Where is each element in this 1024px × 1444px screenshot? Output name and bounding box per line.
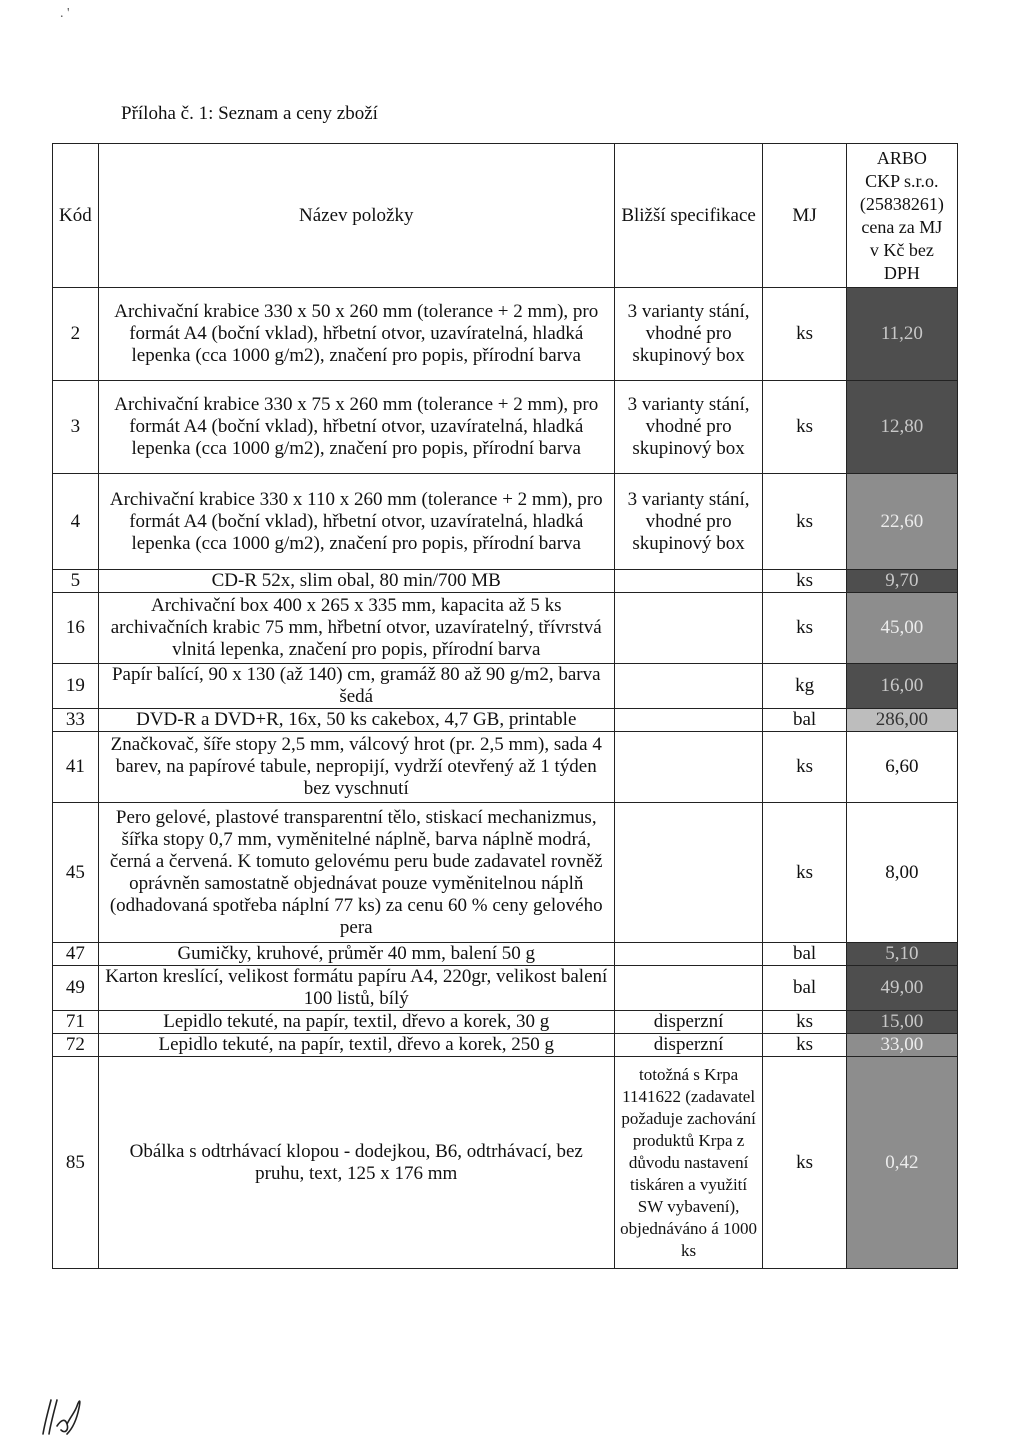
item-code: 47 [53,943,99,966]
item-unit: ks [763,593,846,664]
price-table [52,143,958,1269]
item-name: Papír balící, 90 x 130 (až 140) cm, gramáž 80 až 90 g/m2, barva šedá [98,664,614,709]
item-spec [614,732,763,803]
item-price: 8,00 [846,803,957,943]
item-name: DVD-R a DVD+R, 16x, 50 ks cakebox, 4,7 GB, printable [98,709,614,732]
item-spec: 3 varianty stání, vhodné pro skupinový box [614,288,763,381]
item-code: 3 [53,381,99,474]
item-price: 11,20 [846,288,957,381]
item-unit: ks [763,570,846,593]
item-unit: ks [763,1057,846,1269]
table-row [53,593,958,664]
item-name: Archivační krabice 330 x 75 x 260 mm (tolerance + 2 mm), pro formát A4 (boční vklad), hřbetní otvor, uzavíratelná, hladká lepenka (cca 1000 g/m2), značení pro popis, přírodní barva [98,381,614,474]
header-price-line: CKP s.r.o. [865,170,939,191]
item-unit: ks [763,474,846,570]
table-row [53,966,958,1011]
item-price: 49,00 [846,966,957,1011]
table-row [53,943,958,966]
item-price: 22,60 [846,474,957,570]
item-price: 6,60 [846,732,957,803]
item-spec [614,943,763,966]
header-price-line: ARBO [876,147,927,168]
item-code: 41 [53,732,99,803]
item-spec [614,570,763,593]
table-row [53,1034,958,1057]
item-spec [614,803,763,943]
item-spec: disperzní [614,1034,763,1057]
table-row [53,288,958,381]
table-row [53,664,958,709]
header-unit: MJ [763,144,846,288]
header-code: Kód [53,144,99,288]
table-row [53,474,958,570]
item-spec [614,664,763,709]
item-unit: ks [763,288,846,381]
table-row [53,732,958,803]
item-code: 33 [53,709,99,732]
item-code: 5 [53,570,99,593]
item-unit: bal [763,709,846,732]
item-code: 71 [53,1011,99,1034]
item-spec: disperzní [614,1011,763,1034]
item-price: 286,00 [846,709,957,732]
item-name: Lepidlo tekuté, na papír, textil, dřevo a korek, 250 g [98,1034,614,1057]
scan-mark: . ' [60,6,70,21]
item-code: 49 [53,966,99,1011]
item-code: 16 [53,593,99,664]
table-row [53,381,958,474]
item-price: 16,00 [846,664,957,709]
table-row [53,1011,958,1034]
header-spec: Bližší specifikace [614,144,763,288]
signature [37,1394,85,1436]
item-name: Archivační box 400 x 265 x 335 mm, kapacita až 5 ks archivačních krabic 75 mm, hřbetní otvor, uzavíratelný, třívrstvá vlnitá lepenka, značení pro popis, přírodní barva [98,593,614,664]
item-price: 5,10 [846,943,957,966]
item-price: 9,70 [846,570,957,593]
item-unit: bal [763,943,846,966]
header-price-line: (25838261) [859,193,944,214]
item-price: 12,80 [846,381,957,474]
item-spec: 3 varianty stání, vhodné pro skupinový box [614,474,763,570]
header-price-line: DPH [883,262,920,283]
item-name: CD-R 52x, slim obal, 80 min/700 MB [98,570,614,593]
table-row [53,709,958,732]
item-name: Archivační krabice 330 x 110 x 260 mm (tolerance + 2 mm), pro formát A4 (boční vklad), hřbetní otvor, uzavíratelná, hladká lepenka (cca 1000 g/m2), značení pro popis, přírodní barva [98,474,614,570]
item-code: 4 [53,474,99,570]
item-name: Značkovač, šíře stopy 2,5 mm, válcový hrot (pr. 2,5 mm), sada 4 barev, na papírové tabule, nepropijí, vydrží otevřený až 1 týden bez vyschnutí [98,732,614,803]
item-name: Lepidlo tekuté, na papír, textil, dřevo a korek, 30 g [98,1011,614,1034]
item-unit: bal [763,966,846,1011]
header-price-line: v Kč bez [869,239,934,260]
item-name: Gumičky, kruhové, průměr 40 mm, balení 50 g [98,943,614,966]
item-code: 19 [53,664,99,709]
item-unit: ks [763,1011,846,1034]
header-price [846,144,957,288]
item-price: 45,00 [846,593,957,664]
item-code: 72 [53,1034,99,1057]
item-price: 15,00 [846,1011,957,1034]
table-row [53,803,958,943]
item-code: 45 [53,803,99,943]
item-unit: ks [763,1034,846,1057]
item-spec: 3 varianty stání, vhodné pro skupinový box [614,381,763,474]
item-code: 2 [53,288,99,381]
item-name: Archivační krabice 330 x 50 x 260 mm (tolerance + 2 mm), pro formát A4 (boční vklad), hřbetní otvor, uzavíratelná, hladká lepenka (cca 1000 g/m2), značení pro popis, přírodní barva [98,288,614,381]
item-price: 33,00 [846,1034,957,1057]
item-spec [614,966,763,1011]
item-name: Karton kreslící, velikost formátu papíru A4, 220gr, velikost balení 100 listů, bílý [98,966,614,1011]
page-title: Příloha č. 1: Seznam a ceny zboží [121,103,378,124]
item-name: Obálka s odtrhávací klopou - dodejkou, B6, odtrhávací, bez pruhu, text, 125 x 176 mm [98,1057,614,1269]
item-name: Pero gelové, plastové transparentní tělo, stiskací mechanizmus, šířka stopy 0,7 mm, vyměnitelné náplně, barva náplně modrá, černá a červená. K tomuto gelovému peru bude zadavatel rovněž oprávněn samostatně objednávat pouze vyměnitelnou náplň (odhadovaná spotřeba náplní 77 ks) za cenu 60 % ceny gelového pera [98,803,614,943]
item-spec [614,593,763,664]
item-unit: ks [763,803,846,943]
item-spec [614,709,763,732]
header-row [53,144,958,288]
header-price-line: cena za MJ [861,216,943,237]
table-row [53,570,958,593]
item-code: 85 [53,1057,99,1269]
table-row [53,1057,958,1269]
item-spec: totožná s Krpa 1141622 (zadavatel požaduje zachování produktů Krpa z důvodu nastavení tiskáren a využití SW vybavení), objednáváno á 1000 ks [614,1057,763,1269]
item-unit: kg [763,664,846,709]
item-unit: ks [763,732,846,803]
item-price: 0,42 [846,1057,957,1269]
item-unit: ks [763,381,846,474]
header-name: Název položky [98,144,614,288]
